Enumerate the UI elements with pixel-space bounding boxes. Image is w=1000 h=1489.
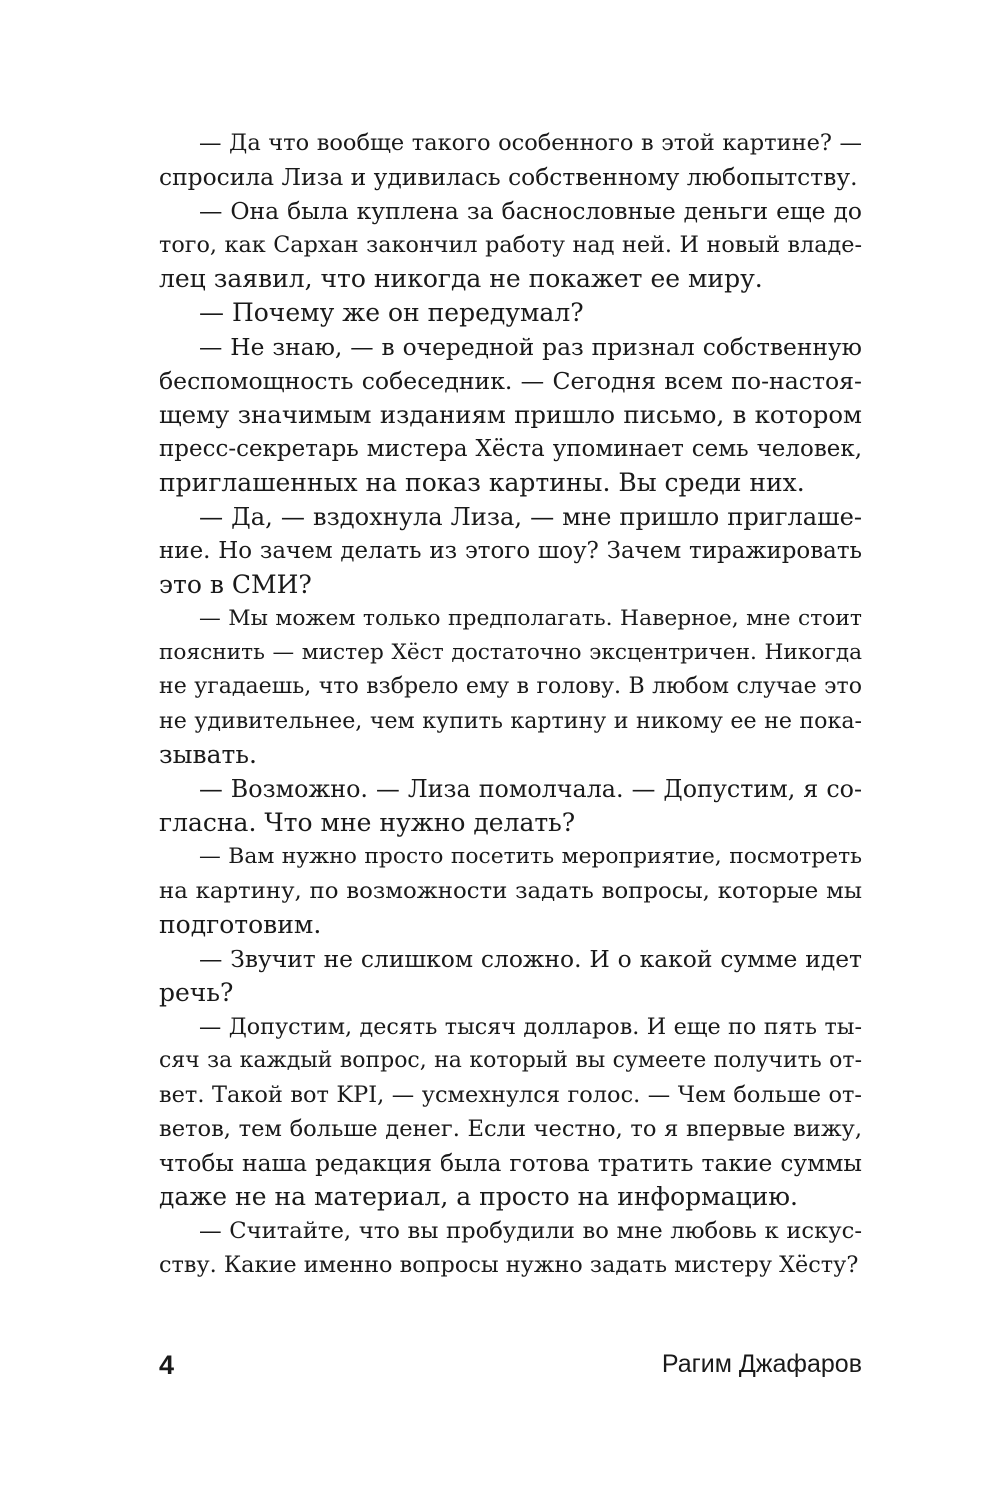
text-line: ние. Но зачем делать из этого шоу? Зачем тиражировать (159, 538, 862, 564)
body-text (159, 126, 862, 1282)
page-footer (159, 1350, 862, 1390)
text-line: речь? (159, 978, 234, 1007)
text-line: того, как Сархан закончил работу над ней. И новый владе- (159, 232, 862, 258)
text-line: чтобы наша редакция была готова тратить такие суммы (159, 1149, 862, 1177)
text-line: — Мы можем только предполагать. Наверное, мне стоит (199, 606, 862, 631)
text-line: не удивительнее, чем купить картину и никому ее не пока- (159, 708, 862, 734)
text-line: подготовим. (159, 910, 322, 939)
text-line: — Да что вообще такого особенного в этой картине? — (199, 130, 862, 156)
text-line: — Почему же он передумал? (199, 298, 584, 327)
text-line: щему значимым изданиям пришло письмо, в котором (159, 400, 862, 429)
running-author: Рагим Джафаров (661, 1350, 862, 1378)
text-line: — Возможно. — Лиза помолчала. — Допустим, я со- (199, 775, 862, 803)
text-line: зывать. (159, 740, 257, 769)
text-line: — Вам нужно просто посетить мероприятие, посмотреть (199, 844, 862, 869)
text-line: это в СМИ? (159, 570, 312, 599)
text-line: — Звучит не слишком сложно. И о какой сумме идет (199, 945, 862, 973)
text-line: сяч за каждый вопрос, на который вы сумеете получить от- (159, 1048, 862, 1073)
text-line: — Да, — вздохнула Лиза, — мне пришло приглаше- (199, 503, 862, 531)
text-line: на картину, по возможности задать вопросы, которые мы (159, 878, 862, 904)
page-number: 4 (159, 1350, 175, 1380)
text-line: пояснить — мистер Хёст достаточно эксцентричен. Никогда (159, 640, 862, 665)
text-line: — Не знаю, — в очередной раз признал собственную (199, 333, 862, 361)
text-line: лец заявил, что никогда не покажет ее миру. (159, 264, 763, 293)
text-line: гласна. Что мне нужно делать? (159, 808, 576, 837)
text-line: — Считайте, что вы пробудили во мне любовь к искус- (199, 1218, 862, 1244)
text-line: пресс-секретарь мистера Хёста упоминает семь человек, (159, 436, 862, 462)
text-line: не угадаешь, что взбрело ему в голову. В любом случае это (159, 674, 862, 699)
text-line: спросила Лиза и удивилась собственному любопытству. (159, 163, 858, 191)
text-line: ветов, тем больше денег. Если честно, то я впервые вижу, (159, 1116, 862, 1142)
text-line: — Допустим, десять тысяч долларов. И еще по пять ты- (199, 1014, 862, 1040)
text-line: приглашенных на показ картины. Вы среди них. (159, 468, 805, 497)
text-line: — Она была куплена за баснословные деньги еще до (199, 197, 862, 225)
text-line: вет. Такой вот KPI, — усмехнулся голос. — Чем больше от- (159, 1082, 862, 1108)
text-line: ству. Какие именно вопросы нужно задать мистеру Хёсту? (159, 1252, 859, 1278)
text-line: беспомощность собеседник. — Сегодня всем по-настоя- (159, 367, 862, 395)
text-line: даже не на материал, а просто на информацию. (159, 1182, 798, 1211)
